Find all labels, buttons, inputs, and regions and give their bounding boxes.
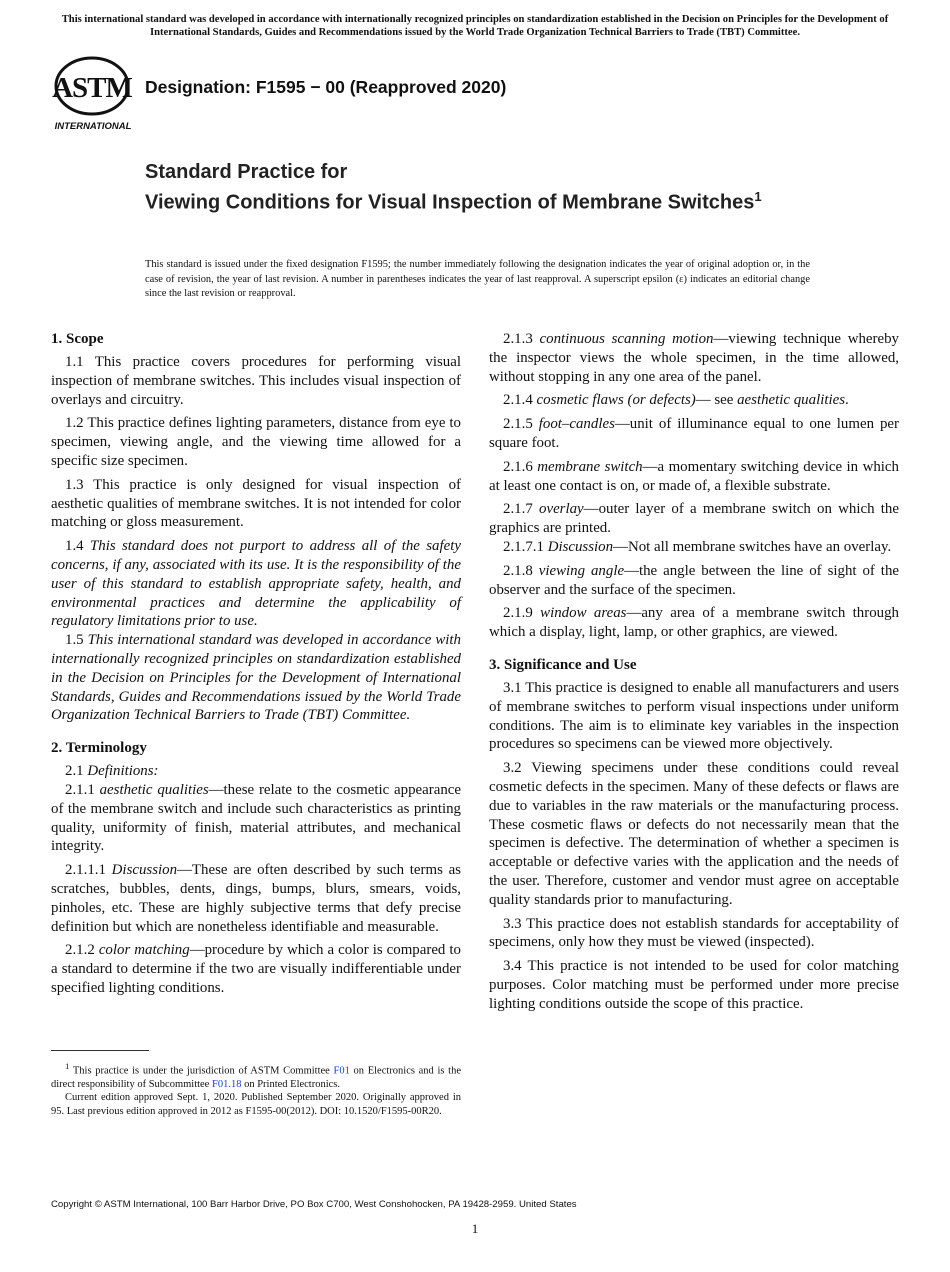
para-2-1-3: 2.1.3 continuous scanning motion—viewing technique whereby the inspector views the whole specimen, in the time allowed, without stopping in any one area of the panel. — [489, 331, 899, 385]
para-2-1-6: 2.1.6 membrane switch—a momentary switching device in which at least one contact is on, or made of, a flexible substrate. — [489, 458, 899, 494]
para-2-1-4: 2.1.4 cosmetic flaws (or defects)— see aesthetic qualities. — [503, 392, 849, 409]
astm-logo — [52, 56, 136, 132]
para-2-1-8: 2.1.8 viewing angle—the angle between the line of sight of the observer and the surface of the specimen. — [489, 562, 900, 598]
document-title — [145, 160, 905, 216]
para-3-2: 3.2 Viewing specimens under these conditions could reveal cosmetic defects in the specimen. Many of these defects or flaws are due to variables in the raw materials or the manufacturing process. These cosmetic flaws or defects do not necessarily mean that the specimen is defective. The determination of whether a specimen is acceptable or defective varies with the application and the needs of the user. Therefore, customer and vendor must agree on acceptable quality standards prior to manufacturing. — [489, 760, 899, 908]
para-2-1-7: 2.1.7 overlay—outer layer of a membrane switch on which the graphics are printed. — [489, 501, 899, 537]
issuance-note: This standard is issued under the fixed designation F1595; the number immediately following the designation indicates the year of original adoption or, in the case of revision, the year of last revision. A number in parentheses indicates the year of last reapproval. A superscript epsilon (ε) indicates an editorial change since the last revision or reapproval. — [145, 259, 810, 299]
para-2-1-1-1: 2.1.1.1 Discussion—These are often described by such terms as scratches, bubbles, dents, dings, bumps, blurs, smears, voids, pinholes, etc. These are highly subjective terms that defy precise definition but which are nonetheless identifiable and measurable. — [51, 862, 461, 935]
para-2-1-7-1: 2.1.7.1 Discussion—Not all membrane switches have an overlay. — [503, 538, 892, 555]
para-3-3: 3.3 This practice does not establish standards for acceptability of specimens, only how they must be viewed (inspected). — [489, 915, 899, 951]
para-2-1-9: 2.1.9 window areas—any area of a membrane switch through which a display, light, lamp, or other graphics, are viewed. — [489, 605, 899, 641]
para-2-1-1: 2.1.1 aesthetic qualities—these relate to the cosmetic appearance of the membrane switch and include such characteristics as printing quality, uniformity of finish, material attributes, and mechanical integrity. — [51, 781, 461, 855]
para-2-1: 2.1 Definitions: — [65, 763, 159, 780]
copyright: Copyright © ASTM International, 100 Barr Harbor Drive, PO Box C700, West Conshohocken, PA 19428-2959. United States — [51, 1199, 577, 1210]
subcommittee-link[interactable]: F01.18 — [211, 1078, 242, 1090]
title-line-1: Standard Practice for — [145, 161, 348, 183]
logo-subtext: INTERNATIONAL — [54, 121, 132, 132]
section-3-heading: 3. Significance and Use — [489, 656, 637, 673]
section-1-heading: 1. Scope — [51, 331, 104, 347]
title-line-2: Viewing Conditions for Visual Inspection of Membrane Switches — [145, 191, 755, 214]
para-1-2: 1.2 This practice defines lighting parameters, distance from eye to specimen, viewing angle, and the viewing time allowed for a specific size specimen. — [51, 415, 461, 469]
logo-text: ASTM — [52, 72, 132, 104]
page-number: 1 — [471, 1221, 479, 1236]
title-footnote-mark: 1 — [754, 189, 762, 204]
top-notice: This international standard was developed in accordance with internationally recognized principles on standardization established in the Decision on Principles for the Development of International Standards, Guides and Recommendations issued by the World Trade Organization Technical Barriers to Trade (TBT) Committee. — [61, 14, 889, 38]
committee-link[interactable]: F01 — [333, 1065, 350, 1077]
para-1-5: 1.5 This international standard was developed in accordance with internationally recognized principles on standardization established in the Decision on Principles for the Development of International Standards, Guides and Recommendations issued by the World Trade Organization Technical Barriers to Trade (TBT) Committee. — [51, 632, 461, 724]
left-column — [51, 330, 461, 1003]
para-2-1-2: 2.1.2 color matching—procedure by which a color is compared to a standard to determine if the two are visually indifferentiable under specified lighting conditions. — [51, 942, 461, 996]
para-2-1-5: 2.1.5 foot–candles—unit of illuminance equal to one lumen per square foot. — [489, 416, 899, 451]
section-2-heading: 2. Terminology — [51, 740, 147, 757]
para-1-1: 1.1 This practice covers procedures for performing visual inspection of membrane switches. This includes visual inspection of overlays and circuitry. — [51, 354, 461, 408]
footnote-edition: Current edition approved Sept. 1, 2020. Published September 2020. Originally approved in 95. Last previous edition approved in 2012 as F1595-00(2012). DOI: 10.1520/F1595-00R20. — [51, 1092, 461, 1117]
footnote — [51, 1060, 461, 1118]
footnote-1: $^1$ This practice is under the jurisdiction of ASTM Committee F01 on Electronics and is the direct responsibility of Subcommittee F01.18 on Printed Electronics. — [51, 1061, 461, 1090]
para-1-4: 1.4 This standard does not purport to address all of the safety concerns, if any, associated with its use. It is the responsibility of the user of this standard to establish appropriate safety, health, and environmental practices and determine the applicability of regulatory limitations prior to use. — [51, 538, 461, 630]
para-3-1: 3.1 This practice is designed to enable all manufacturers and users of membrane switches to perform visual inspections under uniform conditions. The aim is to eliminate key variables in the inspection procedures so specimens can be viewed more objectively. — [489, 679, 899, 753]
para-1-3: 1.3 This practice is only designed for visual inspection of aesthetic qualities of membrane switches. It is not intended for color matching or gloss measurement. — [51, 476, 461, 531]
designation: Designation: F1595 − 00 (Reapproved 2020) — [145, 77, 507, 97]
right-column — [489, 330, 899, 1019]
para-3-4: 3.4 This practice is not intended to be used for color matching purposes. Color matching must be performed under more precise lighting conditions outside the scope of this practice. — [489, 958, 899, 1012]
footnote-rule — [51, 1050, 149, 1051]
